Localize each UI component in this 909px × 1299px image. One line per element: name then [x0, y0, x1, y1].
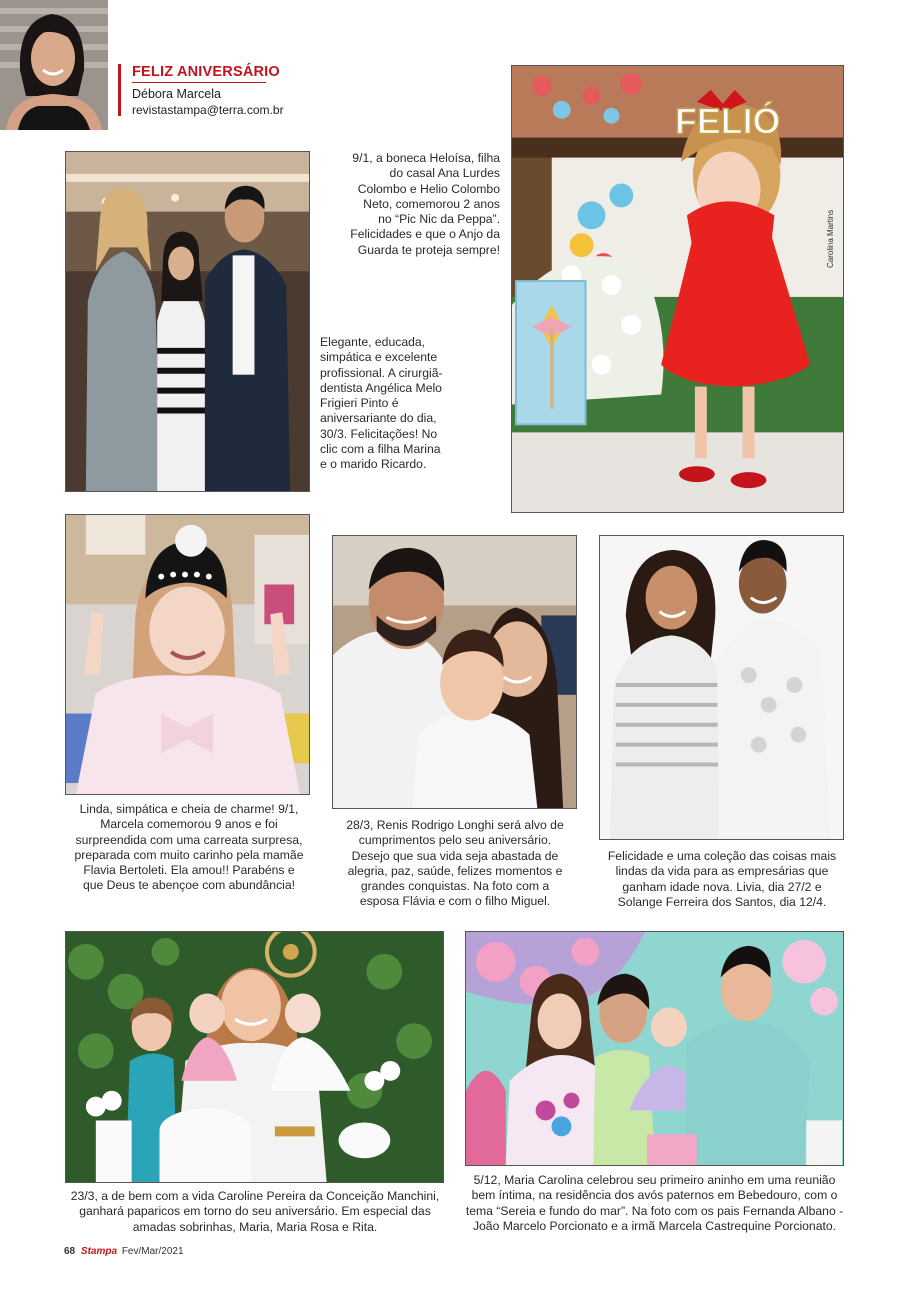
page-footer — [64, 1246, 184, 1257]
caption-renis: 28/3, Renis Rodrigo Longhi será alvo de cumprimentos pelo seu aniversário. Desejo que sua vida seja abastada de alegria, paz, saúde, felizes momentos e grandes conquistas. Na foto com a esposa Flávia e com o filho Miguel. — [346, 818, 564, 909]
photo-angelica-family — [65, 151, 310, 492]
photo-caroline-nieces — [65, 931, 444, 1183]
caption-heloisa: 9/1, a boneca Heloísa, filha do casal Ana Lurdes Colombo e Helio Colombo Neto, comemorou 2 anos no “Pic Nic da Peppa”. Felicidades e que o Anjo da Guarda te proteja sempre! — [350, 151, 500, 257]
columnist-portrait — [0, 0, 108, 130]
caption-livia: Felicidade e uma coleção das coisas mais lindas da vida para as empresárias que ganham idade nova. Livia, dia 27/2 e Solange Ferreira dos Santos, dia 12/4. — [607, 849, 837, 909]
column-author: Débora Marcela — [132, 87, 221, 101]
photo-renis-family — [332, 535, 577, 809]
page-number: 68 — [64, 1246, 76, 1257]
caption-marcela: Linda, simpática e cheia de charme! 9/1, Marcela comemorou 9 anos e foi surpreendida com uma carreata surpresa, preparada com muito carinho pela mamãe Flavia Bertoleti. Ela amou!! Parabéns e que Deus te abençoe com abundância! — [74, 802, 304, 893]
photo-marcela — [65, 514, 310, 795]
caption-caroline: 23/3, a de bem com a vida Caroline Pereira da Conceição Manchini, ganhará paparicos em torno do seu aniversário. Em especial das amadas sobrinhas, Maria, Maria Rosa e Rita. — [70, 1189, 440, 1234]
photo-credit: Carolina Martins — [826, 209, 835, 268]
caption-maria-carolina: 5/12, Maria Carolina celebrou seu primeiro aninho em uma reunião bem íntima, na residência dos avós paternos em Bebedouro, com o tema “Sereia e fundo do mar”. Na foto com os pais Fernanda Albano - João Marcelo Porcionato e a irmã Marcela Castrequine Porcionato. — [465, 1173, 844, 1233]
column-title: FELIZ ANIVERSÁRIO — [132, 64, 280, 80]
photo-maria-carolina-family — [465, 931, 844, 1166]
column-title-rule — [132, 82, 266, 83]
caption-angelica: Elegante, educada, simpática e excelente profissional. A cirurgiã-dentista Angélica Melo Frigieri Pinto é aniversariante do dia, 30/3. Felicitações! No clic com a filha Marina e o marido Ricardo. — [320, 335, 443, 472]
magazine-name: Stampa — [80, 1246, 118, 1257]
photo-heloisa — [511, 65, 844, 513]
column-email: revistastampa@terra.com.br — [132, 103, 284, 117]
issue-date: Fev/Mar/2021 — [121, 1246, 184, 1257]
party-sign-text: FELIÓ — [675, 101, 781, 142]
photo-livia-solange — [599, 535, 844, 840]
column-accent-bar — [118, 64, 121, 116]
